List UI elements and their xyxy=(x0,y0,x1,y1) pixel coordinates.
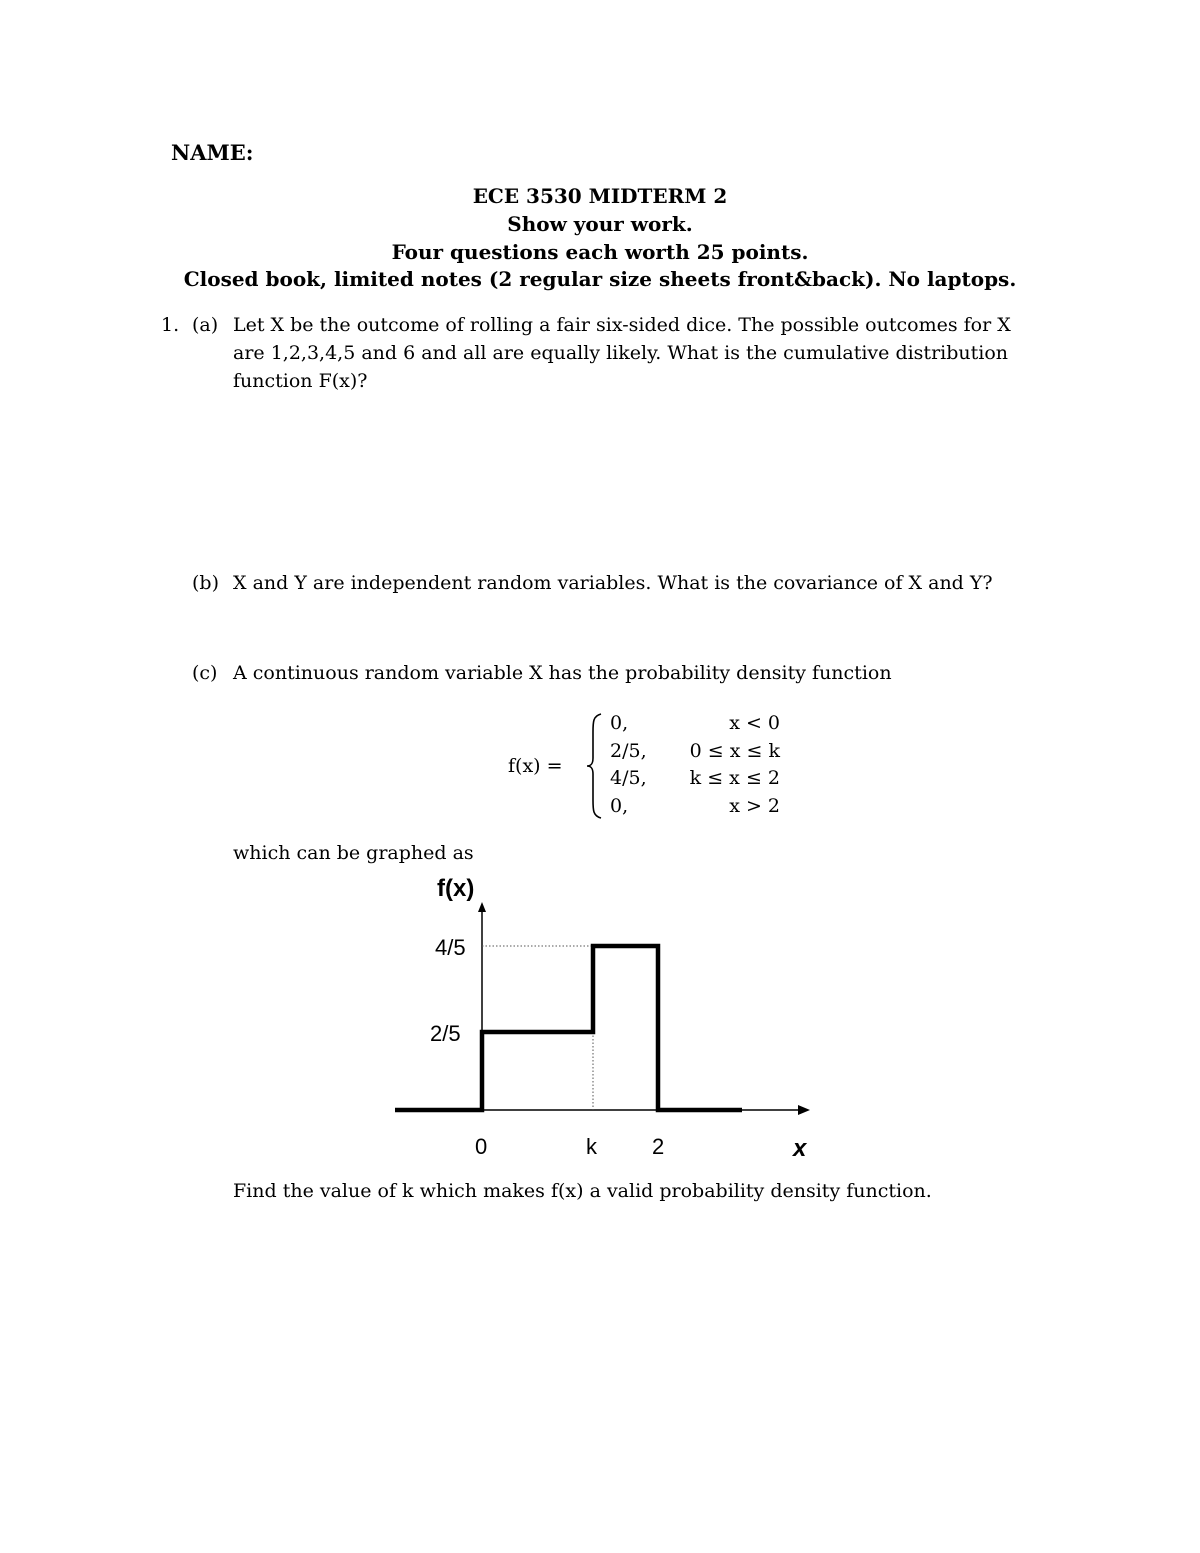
equation-lhs: f(x) = xyxy=(508,755,563,777)
x-axis-arrow xyxy=(798,1105,810,1115)
part-a-line3: function F(x)? xyxy=(233,370,368,392)
y-tick-label: 2/5 xyxy=(430,1021,461,1046)
y-axis-label: f(x) xyxy=(437,875,475,902)
part-a-label: (a) xyxy=(192,314,219,336)
case-condition: x > 2 xyxy=(729,794,780,817)
graph-intro: which can be graphed as xyxy=(233,842,474,864)
case-value: 0, xyxy=(610,712,629,734)
equation-cases xyxy=(610,712,780,824)
case-condition: x < 0 xyxy=(729,712,780,734)
y-tick-label: 4/5 xyxy=(435,935,466,960)
question-number: 1. xyxy=(161,314,180,336)
x-tick-label: 0 xyxy=(475,1134,488,1159)
part-b-text: X and Y are independent random variables. What is the covariance of X and Y? xyxy=(233,572,993,594)
part-c-question: Find the value of k which makes f(x) a valid probability density function. xyxy=(233,1180,932,1202)
x-tick-label: 2 xyxy=(652,1134,665,1159)
case-value: 4/5, xyxy=(610,767,647,789)
part-a-line1: Let X be the outcome of rolling a fair six-sided dice. The possible outcomes for X xyxy=(233,314,1011,336)
instruction-rules: Closed book, limited notes (2 regular size sheets front&back). No laptops. xyxy=(183,267,1017,291)
case-condition: k ≤ x ≤ 2 xyxy=(689,767,780,789)
part-b-label: (b) xyxy=(192,572,219,594)
equation-brace xyxy=(585,712,605,820)
instruction-show-work: Show your work. xyxy=(507,212,693,236)
x-tick-label: k xyxy=(586,1134,597,1159)
part-c-intro: A continuous random variable X has the probability density function xyxy=(233,662,892,684)
y-axis-arrow xyxy=(478,902,486,912)
x-axis-label: x xyxy=(793,1135,807,1162)
exam-title: ECE 3530 MIDTERM 2 xyxy=(472,184,728,208)
pdf-graph xyxy=(380,870,830,1170)
name-label: NAME: xyxy=(171,140,254,165)
case-value: 2/5, xyxy=(610,739,647,762)
part-c-label: (c) xyxy=(192,662,218,684)
instruction-points: Four questions each worth 25 points. xyxy=(391,240,809,264)
case-value: 0, xyxy=(610,794,629,817)
part-a-line2: are 1,2,3,4,5 and 6 and all are equally likely. What is the cumulative distribution xyxy=(233,342,1009,364)
case-condition: 0 ≤ x ≤ k xyxy=(689,739,780,762)
